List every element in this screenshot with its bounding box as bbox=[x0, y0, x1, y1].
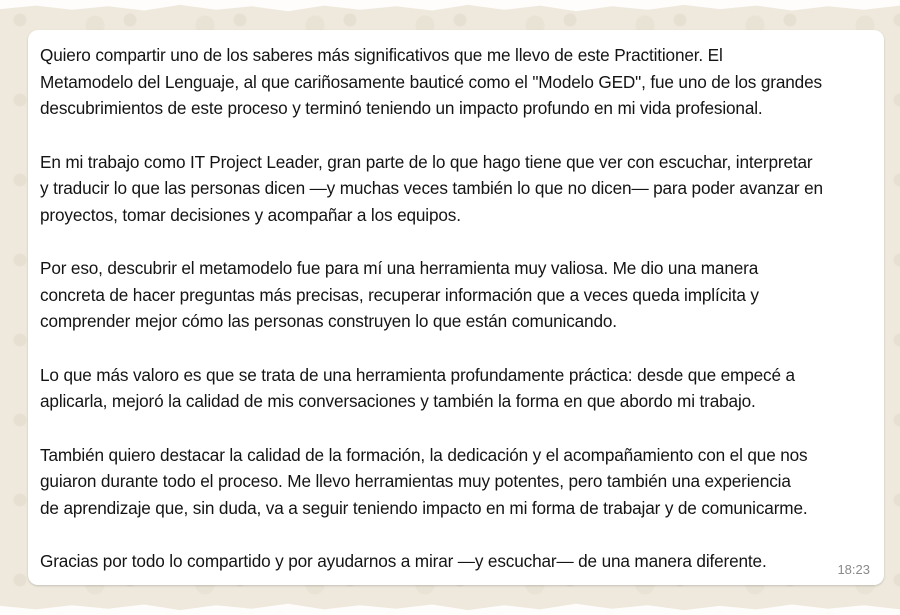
message-line: de aprendizaje que, sin duda, va a seguir teniendo impacto en mi forma de trabajar y de comunicarme. bbox=[40, 497, 808, 518]
message-line: descubrimientos de este proceso y terminó teniendo un impacto profundo en mi vida profesional. bbox=[40, 98, 763, 118]
message-paragraph bbox=[40, 149, 868, 229]
message-line: concreta de hacer preguntas más precisas, recuperar información que a veces queda implícita y bbox=[40, 284, 759, 305]
message-paragraph bbox=[40, 42, 868, 122]
message-line: aplicarla, mejoró la calidad de mis conversaciones y también la forma en que abordo mi trabajo. bbox=[40, 391, 756, 411]
message-line: y traducir lo que las personas dicen —y muchas veces también lo que no dicen— para poder avanzar en bbox=[40, 178, 823, 198]
message-line: comprender mejor cómo las personas construyen lo que están comunicando. bbox=[40, 311, 617, 331]
message-line: Por eso, descubrir el metamodelo fue para mí una herramienta muy valiosa. Me dio una manera bbox=[40, 258, 759, 278]
message-line: En mi trabajo como IT Project Leader, gran parte de lo que hago tiene que ver con escuchar, interpretar bbox=[40, 151, 813, 172]
message-timestamp: 18:23 bbox=[837, 562, 870, 577]
message-line: Lo que más valoro es que se trata de una herramienta profundamente práctica: desde que empecé a bbox=[40, 364, 795, 385]
message-paragraph bbox=[40, 442, 868, 522]
message-paragraph bbox=[40, 362, 868, 415]
message-bubble[interactable] bbox=[28, 30, 884, 585]
message-line: guiaron durante todo el proceso. Me llevo herramientas muy potentes, pero también una experiencia bbox=[40, 471, 791, 491]
message-line: También quiero destacar la calidad de la formación, la dedicación y el acompañamiento con el que nos bbox=[40, 444, 808, 465]
message-line: Metamodelo del Lenguaje, al que cariñosamente bauticé como el "Modelo GED", fue uno de los grandes bbox=[40, 71, 822, 92]
message-text bbox=[40, 42, 868, 575]
message-line: proyectos, tomar decisiones y acompañar a los equipos. bbox=[40, 204, 461, 225]
message-line: Quiero compartir uno de los saberes más significativos que me llevo de este Practitioner. El bbox=[40, 45, 723, 65]
message-line: Gracias por todo lo compartido y por ayudarnos a mirar —y escuchar— de una manera diferente. bbox=[40, 551, 767, 571]
message-paragraph bbox=[40, 255, 868, 335]
message-paragraph bbox=[40, 548, 868, 575]
